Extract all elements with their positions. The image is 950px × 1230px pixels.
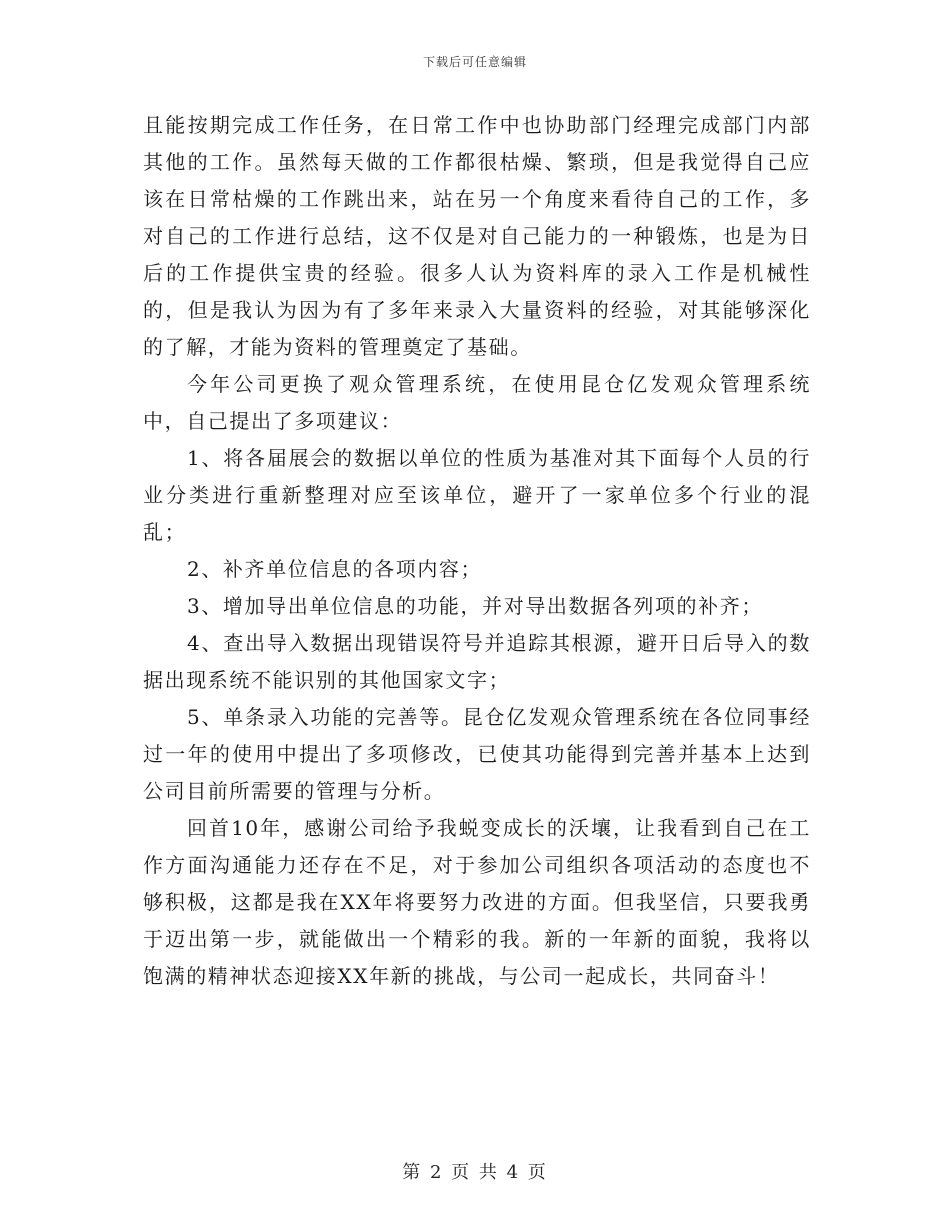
- paragraph: 且能按期完成工作任务，在日常工作中也协助部门经理完成部门内部其他的工作。虽然每天做的工作都很枯燥、繁琐，但是我觉得自己应该在日常枯燥的工作跳出来，站在另一个角度来看待自己的工作，多对自己的工作进行总结，这不仅是对自己能力的一种锻炼，也是为日后的工作提供宝贵的经验。很多人认为资料库的录入工作是机械性的，但是我认为因为有了多年来录入大量资料的经验，对其能够深化的了解，才能为资料的管理奠定了基础。: [143, 113, 811, 359]
- document-body: [143, 107, 811, 995]
- page-number: 第 2 页 共 4 页: [402, 1162, 548, 1183]
- list-item: 5、单条录入功能的完善等。昆仓亿发观众管理系统在各位同事经过一年的使用中提出了多项修改，已使其功能得到完善并基本上达到公司目前所需要的管理与分析。: [143, 705, 811, 803]
- list-item: 3、增加导出单位信息的功能，并对导出数据各列项的补齐；: [187, 594, 763, 618]
- paragraph: 今年公司更换了观众管理系统，在使用昆仓亿发观众管理系统中，自己提出了多项建议：: [143, 372, 811, 433]
- page-header: 下载后可任意编辑: [422, 55, 527, 69]
- paragraph: 回首10年，感谢公司给予我蜕变成长的沃壤，让我看到自己在工作方面沟通能力还存在不足，对于参加公司组织各项活动的态度也不够积极，这都是我在XX年将要努力改进的方面。但我坚信，只要我勇于迈出第一步，就能做出一个精彩的我。新的一年新的面貌，我将以饱满的精神状态迎接XX年新的挑战，与公司一起成长，共同奋斗！: [143, 816, 811, 988]
- list-item: 4、查出导入数据出现错误符号并追踪其根源，避开日后导入的数据出现系统不能识别的其他国家文字；: [143, 631, 811, 692]
- list-item: 2、补齐单位信息的各项内容；: [187, 557, 483, 581]
- list-item: 1、将各届展会的数据以单位的性质为基准对其下面每个人员的行业分类进行重新整理对应至该单位，避开了一家单位多个行业的混乱；: [143, 446, 811, 544]
